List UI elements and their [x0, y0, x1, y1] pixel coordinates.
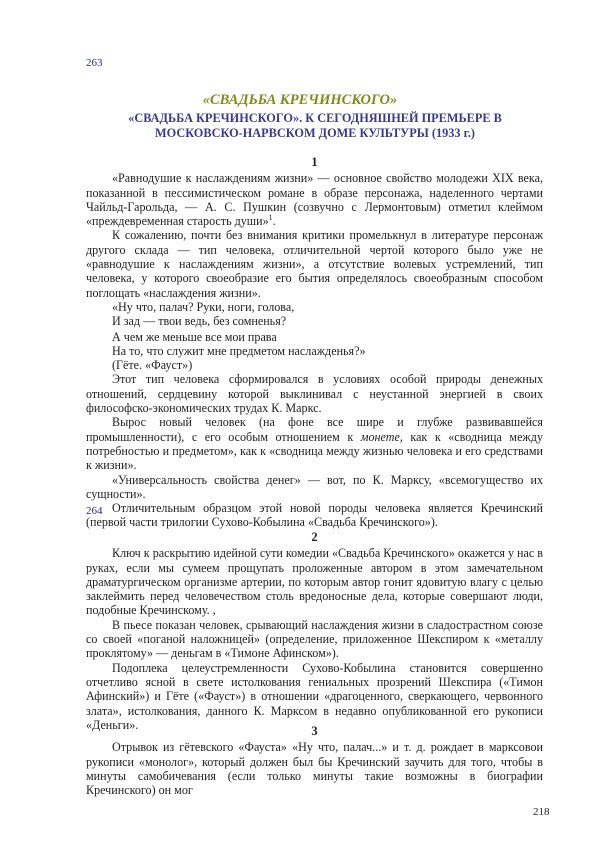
- verse-line: И зад — твои ведь, без сомненья?: [112, 314, 287, 329]
- article-subtitle: [100, 111, 530, 141]
- section-2: [86, 530, 543, 732]
- paragraph-text: как к «сводница между потребностью и предметом», как к «сводница между жизнью человека и его средствами к жизни».: [86, 429, 543, 473]
- footnote-ref[interactable]: 1: [268, 213, 273, 223]
- page-number-bottom: 218: [533, 806, 550, 818]
- page-number-middle: 264: [86, 505, 103, 517]
- paragraph: Этот тип человека сформировался в условиях особой природы денежных отношений, сердцевину которой выклинивал с неустанной энергией в своих философско-экономических трудах К. Маркс.: [86, 372, 543, 416]
- paragraph: [86, 415, 543, 472]
- section-number: 1: [311, 155, 318, 169]
- verse-line: А чем же меньше все мои права: [112, 329, 277, 344]
- page-number-top: 263: [86, 57, 103, 69]
- paragraph: Подоплека целеустремленности Сухово-Кобылина становится совершенно отчетливо ясной в свете истолкования гениальных прозрений Шекспира («Тимон Афинский») и Гёте («Фауст») в отношении «драгоценного, сверкающего, червонного злата», истолкования, данного К. Марксом в недавно опубликованной его рукописи «Деньги».: [86, 660, 543, 732]
- paragraph: «Универсальность свойства денег» — вот, по К. Марксу, «всемогущество их сущности».: [86, 472, 543, 501]
- verse-line: «Ну что, палач? Руки, ноги, голова,: [112, 299, 295, 314]
- emphasis: монете,: [360, 429, 403, 444]
- paragraph: В пьесе показан человек, срывающий наслаждения жизни в сладострастном союзе со своей «поганой наложницей» (определение, приложенное Шекспиром к «металлу проклятому» — деньгам в «Тимоне Афинском»).: [86, 617, 543, 661]
- paragraph: Отрывок из гётевского «Фауста» «Ну что, палач...» и т. д. рождает в марксовои рукописи «монолог», который должен был бы Кречинский заучить для того, чтобы в минуты самобичевания (если только минуты такие возможны в биографии Кречинского) он мог: [86, 740, 543, 798]
- section-1: [86, 155, 543, 530]
- paragraph-text: «Равнодушие к наслаждениям жизни» — основное свойство молодежи XIX века, показанной в пессимистическом романе в образе персонажа, наделенного чертами Чайльд-Гарольда, — А. С. Пушкин (созвучно с Лермонтовым) отметил клеймом «преждевременная старость души»: [86, 171, 543, 229]
- verse-line: На то, что служит мне предметом наслажденья?»: [112, 343, 366, 358]
- paragraph: Отличительным образцом этой новой породы человека является Кречинский (первой части трилогии Сухово-Кобылина «Свадьба Кречинского»).: [86, 501, 543, 530]
- paragraph: Ключ к раскрытию идейной сути комедии «Свадьба Кречинского» окажется у нас в руках, если мы сумеем прощупать проложенные автором в этом замечательном драматургическом организме артерии, по которым автор гонит ядовитую влагу с целью заклеймить перед человечеством столь вредоносные дела, которые совершают люди, подобные Кречинскому. ,: [86, 546, 543, 618]
- subtitle-line-1: «СВАДЬБА КРЕЧИНСКОГО». К СЕГОДНЯШНЕЙ ПРЕМЬЕРЕ В: [128, 111, 502, 125]
- paragraph: [86, 171, 543, 228]
- paragraph: К сожалению, почти без внимания критики промелькнул в литературе персонаж другого склада — тип человека, отличительной чертой которого было уже не «равнодушие к наслаждениям жизни», а отсутствие волевых устремлений, тип человека, у которого своеобразие его бытия определялось своеобразным способом поглощать «наслаждения жизни».: [86, 228, 543, 300]
- subtitle-line-2: МОСКОВСКО-НАРВСКОМ ДОМЕ КУЛЬТУРЫ (1933 г.): [155, 126, 475, 140]
- chapter-title: «СВАДЬБА КРЕЧИНСКОГО»: [202, 92, 398, 108]
- section-3: [86, 724, 543, 797]
- verse-attribution: (Гёте. «Фауст»): [112, 358, 193, 373]
- paragraph-text: .: [272, 214, 276, 229]
- section-number: 2: [311, 530, 318, 544]
- section-number: 3: [311, 724, 318, 738]
- paragraph-text: Вырос новый человек (на фоне все шире и глубже развивавшейся промышленности), с его особым отношением к: [86, 415, 543, 444]
